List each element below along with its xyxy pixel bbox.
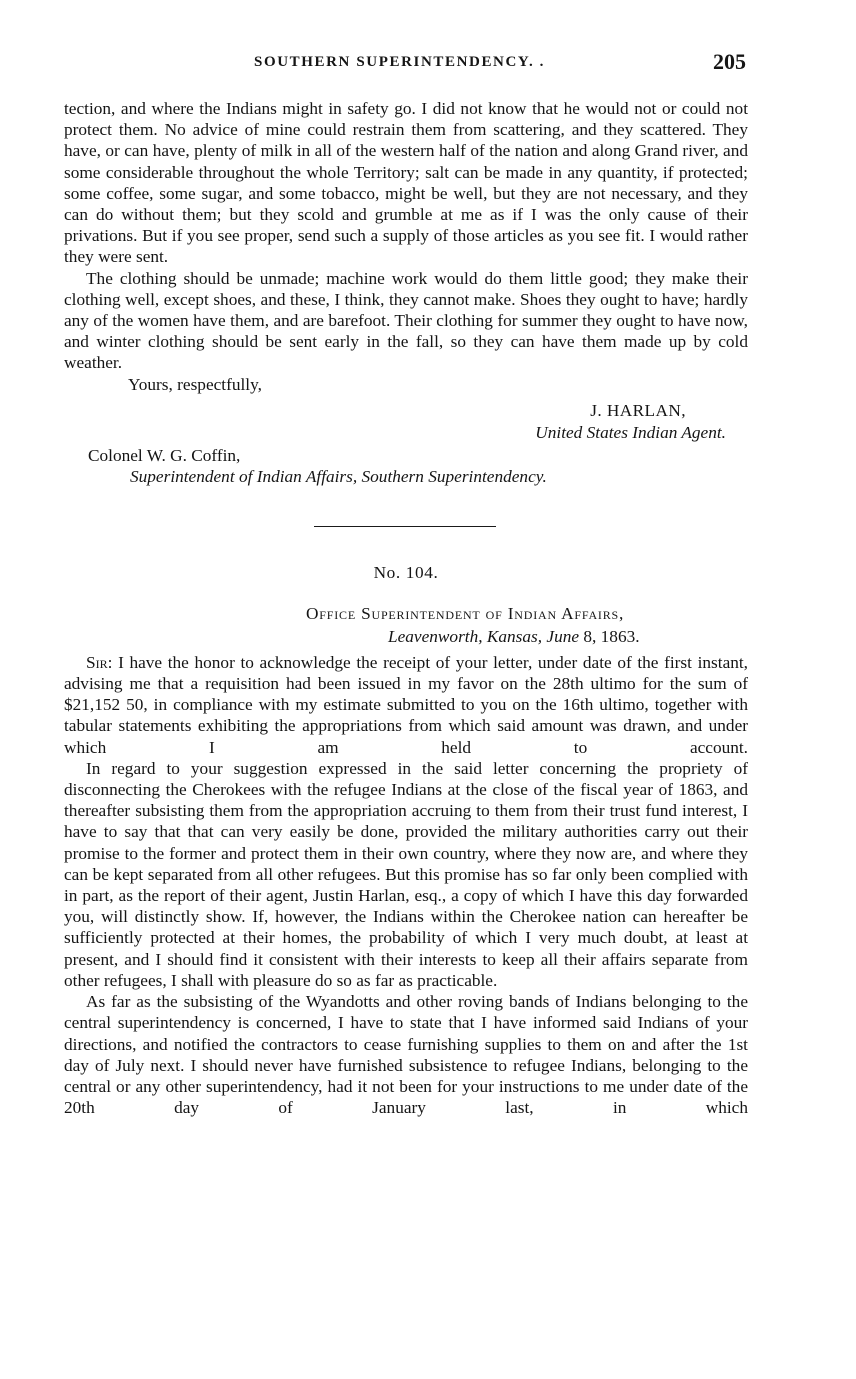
letter-closing: Yours, respectfully, xyxy=(128,374,262,394)
dateline-date: 8, 1863. xyxy=(583,626,640,646)
addressee-title: Superintendent of Indian Affairs, Southern Superintendency. xyxy=(130,466,547,486)
dateline xyxy=(388,625,748,649)
section-divider xyxy=(314,526,496,527)
salutation: Sir: xyxy=(86,652,113,672)
signer-title: United States Indian Agent. xyxy=(535,422,726,442)
letter-two-paragraph-1-text: I have the honor to acknowledge the receipt of your letter, under date of the first instant, advising me that a requisition had been issued in my favor on the 28th ultimo for the sum of $21,152 50, in compliance with my estimate submitted to you on the 16th ultimo, together with tabular statements exhibiting the appropriations from which said amount was drawn, and under which I am held to account. xyxy=(64,652,749,757)
document-page xyxy=(64,0,748,1379)
addressee-name: Colonel W. G. Coffin, xyxy=(88,445,241,465)
office-heading: Office Superintendent of Indian Affairs, xyxy=(306,603,625,623)
letter-one-paragraph-2: The clothing should be unmade; machine work would do them little good; they make their clothing well, except shoes, and these, I think, they cannot make. Shoes they ought to have; hardly any of the women have them, and are barefoot. Their clothing for summer they ought to have now, and winter clothing should be sent early in the fall, so they can have them made up by cold weather. xyxy=(64,268,748,373)
signer-name: J. HARLAN, xyxy=(590,400,686,420)
page-number: 205 xyxy=(713,49,746,74)
dateline-place: Leavenworth, Kansas, June xyxy=(388,626,580,646)
letter-two-paragraph-2: In regard to your suggestion expressed in the said letter concerning the propriety of disconnecting the Cherokees with the refugee Indians at the close of the fiscal year of 1863, and thereafter subsisting them from the appropriation accruing to them from their trust fund interest, I have to say that that can very easily be done, provided the military authorities carry out their promise to the former and protect them in their own country, where they now are, and where they can be kept separated from all other refugees. But this promise has so far only been complied with in part, as the report of their agent, Justin Harlan, esq., a copy of which I have this day forwarded you, will distinctly show. If, however, the Indians within the Cherokee nation can hereafter be sufficiently protected at their homes, the probability of which I very much doubt, at least at present, and I should find it consistent with their interests to keep all their affairs separate from other refugees, I shall with pleasure do so as far as practicable. xyxy=(64,758,748,990)
running-title: SOUTHERN SUPERINTENDENCY. . xyxy=(254,54,546,70)
document-number: No. 104. xyxy=(373,562,439,582)
letter-two-paragraph-3: As far as the subsisting of the Wyandotts and other roving bands of Indians belonging to the central superintendency is concerned, I have to state that I have informed said Indians of your directions, and notified the contractors to cease furnishing supplies to them on and after the 1st day of July next. I should never have furnished subsistence to refugee Indians, belonging to the central or any other superintendency, had it not been for your instructions to me under date of the 20th day of January last, in which xyxy=(64,992,748,1118)
letter-one-paragraph-1: tection, and where the Indians might in safety go. I did not know that he would not or could not protect them. No advice of mine could restrain them from scattering, and they scattered. They have, or can have, plenty of milk in all of the western half of the nation and along Grand river, and some considerable throughout the whole Territory; salt can be made in any quantity, if protected; some coffee, some sugar, and some tobacco, might be well, but they are not necessary, and they can do without them; but they scold and grumble at me as if I was the only cause of their privations. But if you see proper, send such a supply of those articles as you see fit. I would rather they were sent. xyxy=(64,99,748,267)
letter-two-paragraph-1 xyxy=(64,652,748,758)
running-head xyxy=(64,50,748,80)
body-text xyxy=(64,98,748,1118)
